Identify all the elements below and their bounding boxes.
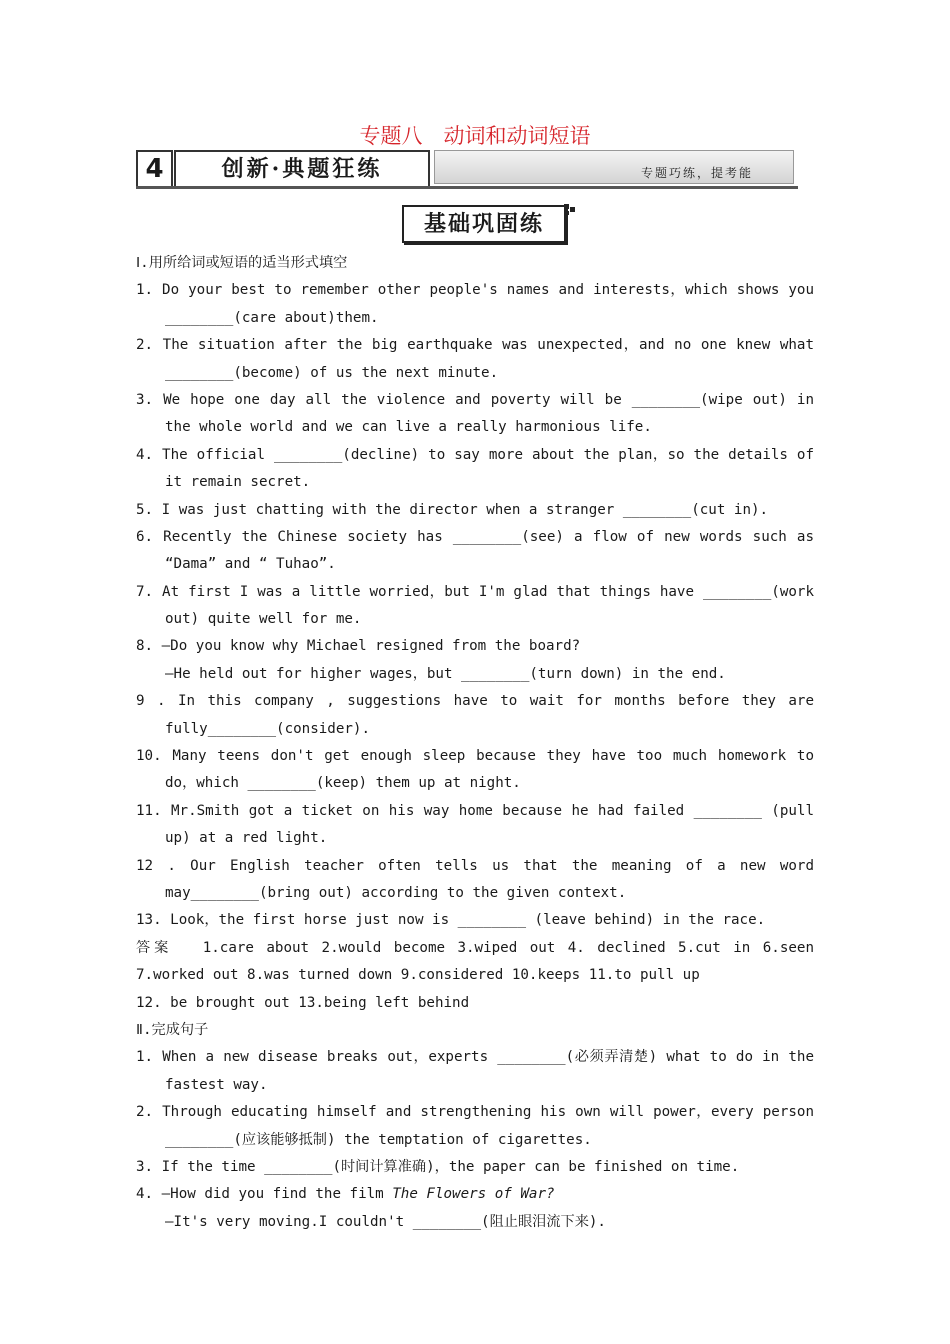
text-line: may________(bring out) according to the given context.	[165, 884, 627, 901]
answer-line: 12. be brought out 13.being left behind	[136, 994, 470, 1011]
text-line: 4. The official ________(decline) to say more about the plan，so the details of	[136, 446, 814, 463]
text-line: ________(应该能够抵制) the temptation of cigarettes.	[165, 1131, 592, 1148]
answer-line: 答案 1.care about 2.would become 3.wiped out 4. declined 5.cut in 6.seen	[136, 939, 814, 956]
corner-decoration-icon	[564, 204, 576, 216]
section-banner	[136, 150, 798, 190]
banner-rule	[136, 186, 798, 189]
text-line: the whole world and we can live a really harmonious life.	[165, 419, 652, 436]
text-line: up) at a red light.	[165, 830, 328, 847]
section-heading: Ⅱ.完成句子	[136, 1021, 209, 1038]
text-line: —He held out for higher wages，but ________(turn down) in the end.	[165, 665, 726, 682]
text-line	[136, 1181, 814, 1208]
text-line: 8. —Do you know why Michael resigned from the board?	[136, 638, 581, 655]
text-line: fastest way.	[165, 1076, 268, 1093]
film-title: The Flowers of War?	[392, 1186, 555, 1203]
text-line: 1. Do your best to remember other people's names and interests，which shows you	[136, 282, 814, 299]
subsection-title: 基础巩固练	[402, 205, 566, 243]
text-line: fully________(consider).	[165, 720, 370, 737]
text-line: do，which ________(keep) them up at night.	[165, 775, 521, 792]
page-title: 专题八 动词和动词短语	[359, 124, 591, 148]
section-slogan: 专题巧练，提考能	[434, 150, 794, 184]
question-prefix: 4. —How did you find the film	[136, 1186, 393, 1203]
text-line: 2. Through educating himself and strengthening his own will power，every person	[136, 1104, 814, 1121]
section-label: 创新·典题狂练	[174, 150, 430, 188]
text-line: 2. The situation after the big earthquake was unexpected，and no one knew what	[136, 337, 814, 354]
text-line: 3. If the time ________(时间计算准确)，the paper can be finished on time.	[136, 1158, 740, 1175]
text-line: out) quite well for me.	[165, 611, 362, 628]
text-line: 11. Mr.Smith got a ticket on his way home because he had failed ________ (pull	[136, 802, 814, 819]
text-line: —It's very moving.I couldn't ________(阻止眼泪流下来).	[165, 1213, 606, 1230]
text-line: 12 . Our English teacher often tells us that the meaning of a new word	[136, 857, 814, 874]
text-line: 9 . In this company , suggestions have to wait for months before they are	[136, 693, 814, 710]
text-line: it remain secret.	[165, 474, 311, 491]
text-line: “Dama” and “ Tuhao”.	[165, 556, 336, 573]
text-line: 3. We hope one day all the violence and poverty will be ________(wipe out) in	[136, 391, 814, 408]
text-line: 5. I was just chatting with the director when a stranger ________(cut in).	[136, 501, 769, 518]
text-line: 10. Many teens don't get enough sleep because they have too much homework to	[136, 748, 814, 765]
section-number: 4	[136, 150, 173, 188]
text-line: 1. When a new disease breaks out，experts ________(必须弄清楚) what to do in the	[136, 1049, 814, 1066]
text-line: Ⅰ.用所给词或短语的适当形式填空	[136, 255, 348, 271]
answer-line: 7.worked out 8.was turned down 9.considered 10.keeps 11.to pull up	[136, 967, 700, 984]
text-line: ________(care about)them.	[165, 309, 379, 326]
text-line: 6. Recently the Chinese society has ________(see) a flow of new words such as	[136, 528, 814, 545]
exercise-content	[136, 250, 814, 1236]
text-line: ________(become) of us the next minute.	[165, 364, 499, 381]
text-line: 13. Look，the first horse just now is ________ (leave behind) in the race.	[136, 912, 766, 929]
text-line: 7. At first I was a little worried，but I'm glad that things have ________(work	[136, 583, 814, 600]
